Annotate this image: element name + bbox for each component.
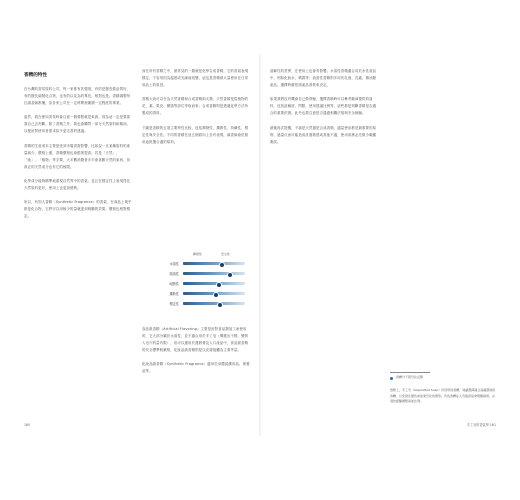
- chart-marker: [213, 292, 219, 298]
- paragraph: 在台灣的香氛原料公司，每一家都有其強項，有的是擅長做品質好、有的擅長調製化合物，也有的以花為的專長，相對也是。香精調製每位調香師都懂，但各家公司在一定時間裡累積一定程度的專業。: [24, 87, 131, 106]
- chart-column-header-right: 安全性: [221, 252, 231, 256]
- paragraph: 而在所有香精之中，最常見的一類就是化學合成香精，它的香氣表現穩定，不容易因為溫度或光線而改變，這也是香精被大量使用在日常用品上的原因。: [142, 69, 249, 88]
- chart-marker: [219, 262, 225, 268]
- chart-row-label: 穩定性: [169, 302, 179, 306]
- book-spread: [14, 54, 506, 436]
- paragraph: 最後再次提醒，不論是天然還是合成香精，適量使用都是最重要的原則，過量反而可能造成皮膚敏感或其他不適，使用前務必先做小範圍測試。: [270, 125, 377, 144]
- paragraph: 化妝品級香精（Synthetic Fragrance）適用於身體清潔用品、保養品等。: [142, 362, 250, 374]
- right-column-1: [270, 68, 378, 153]
- property-chart: [157, 252, 251, 318]
- paragraph: 所以，有別人香精（Synthetic Fragrance）的香氣，在商品上幾乎都是化合物，它們可以用極少的量就達到明顯的效果，價格也相對穩定。: [24, 200, 132, 219]
- chart-row-label: 擴散性: [169, 292, 179, 296]
- chart-row-label: 水溶性: [169, 262, 179, 266]
- left-column-2: [142, 68, 250, 153]
- note-label: 香精分子與皂化反應: [396, 375, 424, 379]
- side-note: 實際上，手工皂（Saponified Soap）所使用的香精，建議選擇適合高鹼環境的香精，以免發生變色或加速皂化的情形。有些香精在入皂後香氣會明顯減弱，必須依經驗調整添加比例。: [390, 388, 496, 404]
- chart-row-label: 耐熱性: [169, 282, 179, 286]
- right-page: [260, 54, 506, 436]
- chart-bar: [183, 262, 245, 265]
- chart-bar: [183, 282, 245, 285]
- paragraph: 食品級香精（Artificial Flavoring）主要是針對食品類加工而使用的，它大部分屬於水溶性，並不適合用於手工皂（傳遞出不穩、變質入皂片的量有限），但可以運用於護唇膏及入口產品中，食品級香精的安全標準較嚴格，化妝品級香精則是以皮膚接觸為主要考量。: [142, 327, 249, 353]
- paragraph: 溶解性的差異，在使用上也會有影響。水溶性香精適合用於水性產品中，例如化妝水、噴霧等；油溶性香精則多用於乳液、乳霜、精油類產品。選擇時應依照產品基質來決定。: [270, 69, 377, 88]
- section-heading: 香精的特性: [24, 73, 47, 78]
- note-divider: [390, 372, 430, 373]
- paragraph: 當然，我在使用香氛時會注意一個要點就是來源，因為這一定是要靠我自己去判斷。除了香精之外，我也會購買一部分天然原料和精油，以便針對使用者需求給予更完善的建議。: [24, 115, 131, 134]
- paragraph: 如果我們沒有機會自己做實驗，選擇香精時可以參考廠商提供的資料，包括溶解度、閃點、使用建議比例等，這些都是判斷香精是否適合的重要依據。此外也要注意是否通過相關法規與安全檢驗。: [270, 97, 377, 116]
- left-page: [14, 54, 260, 436]
- note-bullet-icon: [390, 377, 393, 380]
- paragraph: 香精大致可以分為天然香精和合成香精兩大類，天然香精是從植物的花、葉、果皮、樹脂等部位萃取而來；合成香精則是透過化學方法所製成的香料。: [142, 97, 249, 116]
- paragraph: 化學成分能夠精準地重現自然界中的香氣，並且在穩定性上表現得比天然原料更好，使用上也更加便利。: [24, 178, 131, 191]
- paragraph: 香精的生產成本主要是受到市場供需影響，比如說一旦某種原料的產量減少、價格上漲，香精價格也會跟著提高。若是「天然」、「純」、「植物」等字樣，大多數消費者多半會喜歡天然的東西，但真正的天然成分也有它的極限。: [24, 143, 131, 169]
- chart-column-header-left: 揮發性: [193, 252, 203, 256]
- page-number-right: 手工皂的香氣學 161: [466, 423, 496, 427]
- chart-bar: [183, 272, 245, 275]
- left-column-1: [24, 86, 132, 227]
- chart-row-label: 脂溶性: [169, 272, 179, 276]
- chart-bar: [183, 302, 245, 305]
- page-number-left: 160: [24, 423, 31, 427]
- paragraph: 下圖是香精的五項主要特性比較，包括揮發性、擴散性、持續性、穩定性與安全性。不同的香精在這五個面向上各有表現，調香師會依照用途挑選合適的原料。: [142, 125, 249, 144]
- left-column-2-lower: [142, 326, 250, 383]
- chart-marker: [217, 302, 223, 308]
- chart-marker: [227, 272, 233, 278]
- chart-marker: [216, 282, 222, 288]
